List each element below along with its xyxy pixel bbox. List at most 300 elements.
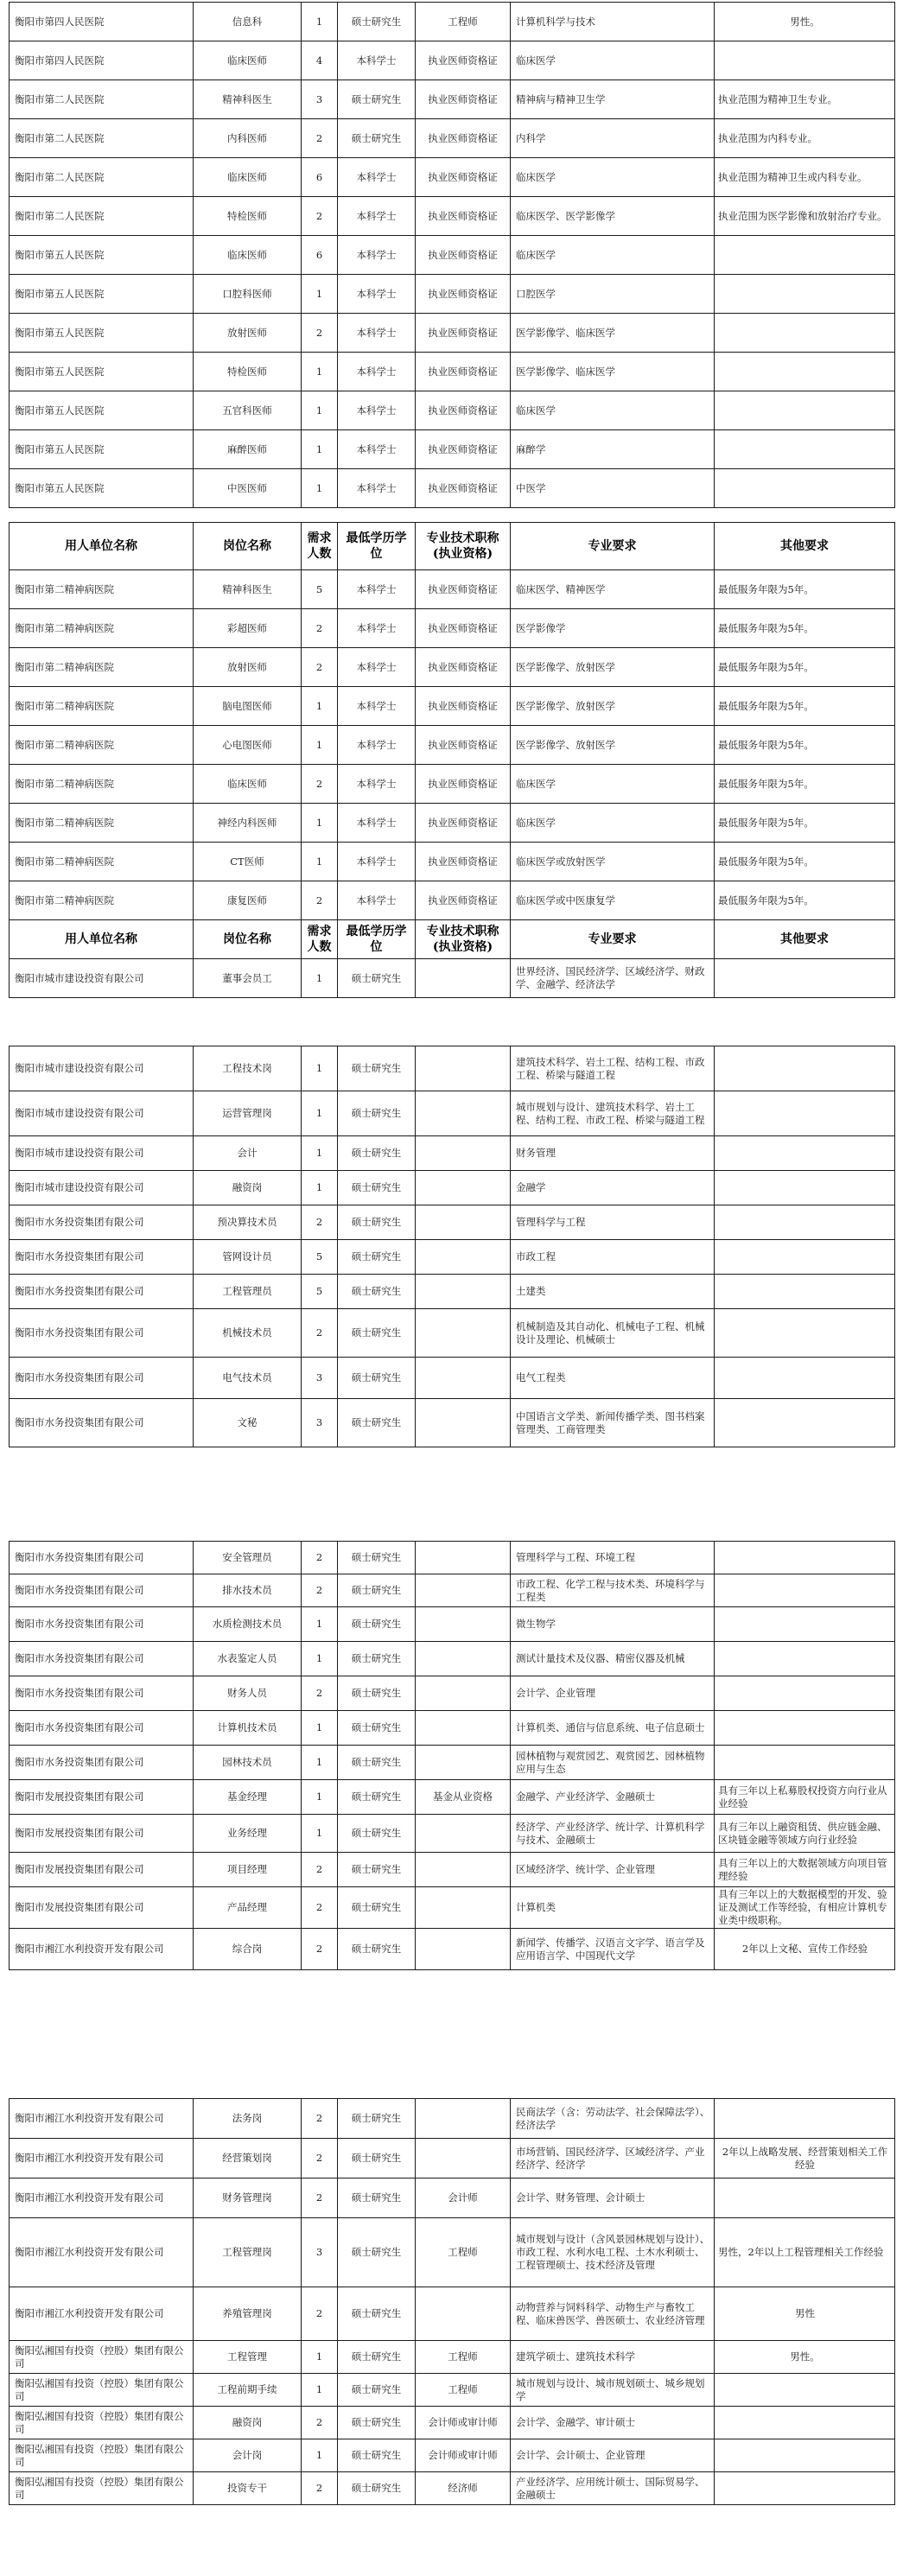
other-cell — [715, 1091, 895, 1136]
degree-cell: 本科学士 — [338, 314, 416, 353]
count-cell: 6 — [302, 158, 338, 197]
table-row — [10, 1815, 895, 1853]
table-row — [10, 1240, 895, 1275]
count-cell: 2 — [302, 1574, 338, 1607]
unit-cell: 衡阳市水务投资集团有限公司 — [10, 1607, 194, 1642]
title-cell: 执业医师资格证 — [416, 80, 511, 119]
unit-cell: 衡阳市水务投资集团有限公司 — [10, 1240, 194, 1275]
degree-cell: 本科学士 — [338, 391, 416, 430]
unit-cell: 衡阳市水务投资集团有限公司 — [10, 1309, 194, 1358]
table-row — [10, 1711, 895, 1746]
table-row — [10, 843, 895, 881]
post-cell: 信息科 — [194, 3, 302, 41]
post-cell: 安全管理员 — [194, 1542, 302, 1574]
post-cell: 工程管理岗 — [194, 2218, 302, 2287]
unit-cell: 衡阳弘湘国有投资（控股）集团有限公司 — [10, 2472, 194, 2505]
other-cell — [715, 1642, 895, 1676]
count-cell: 2 — [302, 2472, 338, 2505]
unit-cell: 衡阳市城市建设投资有限公司 — [10, 1171, 194, 1205]
degree-cell: 硕士研究生 — [338, 1091, 416, 1136]
unit-cell: 衡阳市第二精神病医院 — [10, 726, 194, 765]
unit-cell: 衡阳市第二精神病医院 — [10, 765, 194, 804]
count-cell: 2 — [302, 648, 338, 687]
degree-cell: 硕士研究生 — [338, 1171, 416, 1205]
major-cell: 计算机类、通信与信息系统、电子信息硕士 — [511, 1711, 715, 1746]
table-row — [10, 1780, 895, 1815]
table-row — [10, 1607, 895, 1642]
column-header-title: 专业技术职称(执业资格) — [416, 523, 511, 570]
title-cell: 会计师或审计师 — [416, 2407, 511, 2439]
title-cell: 执业医师资格证 — [416, 804, 511, 843]
other-cell — [715, 2439, 895, 2472]
post-cell: 项目经理 — [194, 1853, 302, 1887]
other-cell: 最低服务年限为5年。 — [715, 570, 895, 609]
major-cell: 市场营销、国民经济学、区域经济学、产业经济学、经济学 — [511, 2139, 715, 2178]
post-cell: 机械技术员 — [194, 1309, 302, 1358]
other-cell — [715, 2178, 895, 2218]
major-cell: 园林植物与观赏园艺、观赏园艺、园林植物应用与生态 — [511, 1746, 715, 1780]
column-header-count: 需求人数 — [302, 523, 338, 570]
count-cell: 1 — [302, 843, 338, 881]
count-cell: 3 — [302, 2218, 338, 2287]
table-row — [10, 648, 895, 687]
count-cell: 2 — [302, 1853, 338, 1887]
column-header-major: 专业要求 — [511, 920, 715, 959]
title-cell: 执业医师资格证 — [416, 275, 511, 314]
post-cell: 财务管理岗 — [194, 2178, 302, 2218]
title-cell — [416, 1815, 511, 1853]
degree-cell: 本科学士 — [338, 158, 416, 197]
other-cell: 具有三年以上融资租赁、供应链金融、区块链金融等领域方向行业经验 — [715, 1815, 895, 1853]
count-cell: 1 — [302, 1746, 338, 1780]
post-cell: 融资岗 — [194, 1171, 302, 1205]
unit-cell: 衡阳市水务投资集团有限公司 — [10, 1399, 194, 1447]
other-cell: 最低服务年限为5年。 — [715, 843, 895, 881]
title-cell: 执业医师资格证 — [416, 687, 511, 726]
title-cell — [416, 1574, 511, 1607]
other-cell — [715, 2099, 895, 2139]
degree-cell: 本科学士 — [338, 353, 416, 391]
major-cell: 建筑学硕士、建筑技术科学 — [511, 2341, 715, 2374]
post-cell: 麻醉医师 — [194, 430, 302, 469]
major-cell: 产业经济学、应用统计硕士、国际贸易学、金融硕士 — [511, 2472, 715, 2505]
title-cell: 工程师 — [416, 2341, 511, 2374]
major-cell: 城市规划与设计（含风景园林规划与设计）、市政工程、水利水电工程、土木水利硕士、工程管理硕士、技术经济及管理 — [511, 2218, 715, 2287]
other-cell: 具有三年以上的大数据模型的开发、验证及测试工作等经验，有相应计算机专业类中级职称。 — [715, 1887, 895, 1929]
post-cell: 特检医师 — [194, 353, 302, 391]
degree-cell: 本科学士 — [338, 843, 416, 881]
post-cell: CT医师 — [194, 843, 302, 881]
post-cell: 工程管理员 — [194, 1275, 302, 1309]
title-cell: 执业医师资格证 — [416, 430, 511, 469]
post-cell: 五官科医师 — [194, 391, 302, 430]
count-cell: 5 — [302, 1275, 338, 1309]
count-cell: 2 — [302, 2407, 338, 2439]
unit-cell: 衡阳市水务投资集团有限公司 — [10, 1542, 194, 1574]
post-cell: 董事会员工 — [194, 959, 302, 998]
major-cell: 临床医学或放射医学 — [511, 843, 715, 881]
count-cell: 1 — [302, 1815, 338, 1853]
title-cell: 执业医师资格证 — [416, 158, 511, 197]
count-cell: 2 — [302, 2099, 338, 2139]
degree-cell: 硕士研究生 — [338, 1542, 416, 1574]
other-cell: 最低服务年限为5年。 — [715, 648, 895, 687]
count-cell: 1 — [302, 1046, 338, 1091]
table-row — [10, 314, 895, 353]
count-cell: 1 — [302, 1642, 338, 1676]
unit-cell: 衡阳市第二人民医院 — [10, 197, 194, 236]
other-cell — [715, 1275, 895, 1309]
degree-cell: 本科学士 — [338, 469, 416, 508]
count-cell: 2 — [302, 765, 338, 804]
unit-cell: 衡阳市第二精神病医院 — [10, 609, 194, 648]
major-cell: 医学影像学 — [511, 609, 715, 648]
major-cell: 临床医学 — [511, 158, 715, 197]
degree-cell: 本科学士 — [338, 881, 416, 920]
other-cell: 男性，2年以上工程管理相关工作经验 — [715, 2218, 895, 2287]
degree-cell: 本科学士 — [338, 236, 416, 275]
unit-cell: 衡阳市第五人民医院 — [10, 430, 194, 469]
count-cell: 1 — [302, 391, 338, 430]
column-header-unit: 用人单位名称 — [10, 523, 194, 570]
major-cell: 民商法学（含：劳动法学、社会保障法学）、经济法学 — [511, 2099, 715, 2139]
other-cell — [715, 1171, 895, 1205]
unit-cell: 衡阳市第五人民医院 — [10, 236, 194, 275]
table-row — [10, 2099, 895, 2139]
other-cell — [715, 1358, 895, 1399]
title-cell — [416, 1642, 511, 1676]
degree-cell: 本科学士 — [338, 41, 416, 80]
post-cell: 工程管理 — [194, 2341, 302, 2374]
major-cell: 内科学 — [511, 119, 715, 158]
unit-cell: 衡阳市第四人民医院 — [10, 41, 194, 80]
table-row — [10, 804, 895, 843]
other-cell: 最低服务年限为5年。 — [715, 687, 895, 726]
other-cell — [715, 314, 895, 353]
table-row — [10, 726, 895, 765]
other-cell — [715, 236, 895, 275]
unit-cell: 衡阳市城市建设投资有限公司 — [10, 1046, 194, 1091]
degree-cell: 硕士研究生 — [338, 1358, 416, 1399]
major-cell: 临床医学 — [511, 765, 715, 804]
major-cell: 临床医学或中医康复学 — [511, 881, 715, 920]
degree-cell: 硕士研究生 — [338, 1275, 416, 1309]
column-header-degree: 最低学历学位 — [338, 920, 416, 959]
count-cell: 6 — [302, 236, 338, 275]
title-cell — [416, 1853, 511, 1887]
other-cell — [715, 959, 895, 998]
unit-cell: 衡阳市第二精神病医院 — [10, 881, 194, 920]
table-row — [10, 881, 895, 920]
count-cell: 3 — [302, 80, 338, 119]
count-cell: 1 — [302, 2439, 338, 2472]
other-cell: 执业范围为内科专业。 — [715, 119, 895, 158]
other-cell: 具有三年以上的大数据领域方向项目管理经验 — [715, 1853, 895, 1887]
job-table — [9, 1046, 895, 1447]
post-cell: 文秘 — [194, 1399, 302, 1447]
unit-cell: 衡阳市城市建设投资有限公司 — [10, 1136, 194, 1171]
unit-cell: 衡阳市第五人民医院 — [10, 275, 194, 314]
degree-cell: 硕士研究生 — [338, 2287, 416, 2341]
count-cell: 1 — [302, 1091, 338, 1136]
table-row — [10, 1171, 895, 1205]
unit-cell: 衡阳市第五人民医院 — [10, 469, 194, 508]
major-cell: 管理科学与工程、环境工程 — [511, 1542, 715, 1574]
column-header-post: 岗位名称 — [194, 920, 302, 959]
degree-cell: 本科学士 — [338, 804, 416, 843]
unit-cell: 衡阳市发展投资集团有限公司 — [10, 1815, 194, 1853]
post-cell: 业务经理 — [194, 1815, 302, 1853]
other-cell: 2年以上战略发展、经营策划相关工作经验 — [715, 2139, 895, 2178]
count-cell: 3 — [302, 1399, 338, 1447]
major-cell: 新闻学、传播学、汉语言文字学、语言学及应用语言学、中国现代文学 — [511, 1929, 715, 1970]
count-cell: 2 — [302, 197, 338, 236]
major-cell: 会计学、财务管理、会计硕士 — [511, 2178, 715, 2218]
count-cell: 2 — [302, 1929, 338, 1970]
count-cell: 1 — [302, 1780, 338, 1815]
other-cell: 执业范围为精神卫生专业。 — [715, 80, 895, 119]
title-cell — [416, 2099, 511, 2139]
count-cell: 1 — [302, 1711, 338, 1746]
post-cell: 内科医师 — [194, 119, 302, 158]
degree-cell: 本科学士 — [338, 570, 416, 609]
title-cell: 工程师 — [416, 3, 511, 41]
column-header-major: 专业要求 — [511, 523, 715, 570]
post-cell: 综合岗 — [194, 1929, 302, 1970]
table-block-4 — [9, 1541, 894, 1970]
table-row — [10, 1574, 895, 1607]
table-row — [10, 1929, 895, 1970]
major-cell: 城市规划与设计、建筑技术科学、岩土工程、结构工程、市政工程、桥梁与隧道工程 — [511, 1091, 715, 1136]
major-cell: 市政工程 — [511, 1240, 715, 1275]
column-header-degree: 最低学历学位 — [338, 523, 416, 570]
major-cell: 管理科学与工程 — [511, 1205, 715, 1240]
unit-cell: 衡阳市水务投资集团有限公司 — [10, 1275, 194, 1309]
table-row — [10, 197, 895, 236]
unit-cell: 衡阳市水务投资集团有限公司 — [10, 1711, 194, 1746]
other-cell — [715, 353, 895, 391]
other-cell: 最低服务年限为5年。 — [715, 609, 895, 648]
count-cell: 1 — [302, 3, 338, 41]
title-cell — [416, 1046, 511, 1091]
column-header-unit: 用人单位名称 — [10, 920, 194, 959]
major-cell: 计算机科学与技术 — [511, 3, 715, 41]
post-cell: 放射医师 — [194, 648, 302, 687]
major-cell: 金融学 — [511, 1171, 715, 1205]
major-cell: 城市规划与设计、城市规划硕士、城乡规划学 — [511, 2374, 715, 2407]
degree-cell: 硕士研究生 — [338, 1240, 416, 1275]
table-row — [10, 765, 895, 804]
unit-cell: 衡阳市第四人民医院 — [10, 3, 194, 41]
title-cell: 会计师 — [416, 2178, 511, 2218]
post-cell: 水质检测技术员 — [194, 1607, 302, 1642]
major-cell: 临床医学 — [511, 41, 715, 80]
table-row — [10, 2374, 895, 2407]
post-cell: 融资岗 — [194, 2407, 302, 2439]
table-row — [10, 2178, 895, 2218]
unit-cell: 衡阳弘湘国有投资（控股）集团有限公司 — [10, 2374, 194, 2407]
job-table — [9, 2098, 895, 2505]
degree-cell: 硕士研究生 — [338, 3, 416, 41]
column-header-title: 专业技术职称(执业资格) — [416, 920, 511, 959]
table-row — [10, 1309, 895, 1358]
other-cell — [715, 391, 895, 430]
post-cell: 会计 — [194, 1136, 302, 1171]
major-cell: 麻醉学 — [511, 430, 715, 469]
title-cell — [416, 1358, 511, 1399]
degree-cell: 硕士研究生 — [338, 1780, 416, 1815]
other-cell — [715, 1136, 895, 1171]
post-cell: 计算机技术员 — [194, 1711, 302, 1746]
title-cell — [416, 1542, 511, 1574]
title-cell: 工程师 — [416, 2218, 511, 2287]
unit-cell: 衡阳市第二人民医院 — [10, 80, 194, 119]
other-cell — [715, 41, 895, 80]
count-cell: 5 — [302, 570, 338, 609]
major-cell: 会计学、企业管理 — [511, 1676, 715, 1711]
table-row — [10, 119, 895, 158]
unit-cell: 衡阳市第五人民医院 — [10, 391, 194, 430]
table-header-row — [10, 523, 895, 570]
post-cell: 养殖管理岗 — [194, 2287, 302, 2341]
major-cell: 微生物学 — [511, 1607, 715, 1642]
major-cell: 临床医学 — [511, 804, 715, 843]
major-cell: 市政工程、化学工程与技术类、环境科学与工程类 — [511, 1574, 715, 1607]
count-cell: 1 — [302, 1136, 338, 1171]
title-cell: 执业医师资格证 — [416, 765, 511, 804]
table-block-1 — [9, 2, 894, 508]
unit-cell: 衡阳市第二人民医院 — [10, 119, 194, 158]
table-row — [10, 570, 895, 609]
table-row — [10, 1046, 895, 1091]
post-cell: 放射医师 — [194, 314, 302, 353]
major-cell: 临床医学、精神医学 — [511, 570, 715, 609]
degree-cell: 硕士研究生 — [338, 1711, 416, 1746]
title-cell — [416, 1171, 511, 1205]
major-cell: 精神病与精神卫生学 — [511, 80, 715, 119]
count-cell: 2 — [302, 1309, 338, 1358]
table-header-row — [10, 920, 895, 959]
other-cell: 执业范围为医学影像和放射治疗专业。 — [715, 197, 895, 236]
post-cell: 会计岗 — [194, 2439, 302, 2472]
title-cell — [416, 1929, 511, 1970]
table-row — [10, 2341, 895, 2374]
table-block-2 — [9, 522, 894, 998]
post-cell: 投资专干 — [194, 2472, 302, 2505]
title-cell — [416, 2287, 511, 2341]
count-cell: 1 — [302, 2341, 338, 2374]
table-row — [10, 469, 895, 508]
major-cell: 机械制造及其自动化、机械电子工程、机械设计及理论、机械硕士 — [511, 1309, 715, 1358]
table-row — [10, 1676, 895, 1711]
post-cell: 神经内科医师 — [194, 804, 302, 843]
major-cell: 区域经济学、统计学、企业管理 — [511, 1853, 715, 1887]
post-cell: 经营策划岗 — [194, 2139, 302, 2178]
table-row — [10, 2407, 895, 2439]
post-cell: 基金经理 — [194, 1780, 302, 1815]
post-cell: 脑电图医师 — [194, 687, 302, 726]
title-cell: 执业医师资格证 — [416, 648, 511, 687]
major-cell: 口腔医学 — [511, 275, 715, 314]
unit-cell: 衡阳市水务投资集团有限公司 — [10, 1642, 194, 1676]
unit-cell: 衡阳市水务投资集团有限公司 — [10, 1574, 194, 1607]
degree-cell: 硕士研究生 — [338, 959, 416, 998]
degree-cell: 本科学士 — [338, 765, 416, 804]
major-cell: 经济学、产业经济学、统计学、计算机科学与技术、金融硕士 — [511, 1815, 715, 1853]
title-cell — [416, 1887, 511, 1929]
other-cell — [715, 469, 895, 508]
table-row — [10, 236, 895, 275]
post-cell: 彩超医师 — [194, 609, 302, 648]
degree-cell: 硕士研究生 — [338, 2218, 416, 2287]
count-cell: 1 — [302, 469, 338, 508]
major-cell: 会计学、会计硕士、企业管理 — [511, 2439, 715, 2472]
table-row — [10, 2287, 895, 2341]
job-table — [9, 1541, 895, 1970]
post-cell: 临床医师 — [194, 158, 302, 197]
title-cell: 会计师或审计师 — [416, 2439, 511, 2472]
degree-cell: 硕士研究生 — [338, 80, 416, 119]
count-cell: 2 — [302, 1205, 338, 1240]
unit-cell: 衡阳市第五人民医院 — [10, 314, 194, 353]
major-cell: 土建类 — [511, 1275, 715, 1309]
major-cell: 医学影像学、放射医学 — [511, 648, 715, 687]
unit-cell: 衡阳市第二精神病医院 — [10, 804, 194, 843]
title-cell — [416, 2139, 511, 2178]
unit-cell: 衡阳市第二精神病医院 — [10, 687, 194, 726]
table-row — [10, 80, 895, 119]
post-cell: 临床医师 — [194, 236, 302, 275]
count-cell: 5 — [302, 1240, 338, 1275]
post-cell: 中医医师 — [194, 469, 302, 508]
title-cell: 经济师 — [416, 2472, 511, 2505]
degree-cell: 本科学士 — [338, 687, 416, 726]
unit-cell: 衡阳市城市建设投资有限公司 — [10, 1091, 194, 1136]
unit-cell: 衡阳市水务投资集团有限公司 — [10, 1205, 194, 1240]
post-cell: 管网设计员 — [194, 1240, 302, 1275]
degree-cell: 硕士研究生 — [338, 1746, 416, 1780]
major-cell: 医学影像学、临床医学 — [511, 353, 715, 391]
count-cell: 2 — [302, 2287, 338, 2341]
post-cell: 财务人员 — [194, 1676, 302, 1711]
title-cell: 执业医师资格证 — [416, 469, 511, 508]
major-cell: 临床医学 — [511, 236, 715, 275]
column-header-post: 岗位名称 — [194, 523, 302, 570]
count-cell: 3 — [302, 1358, 338, 1399]
post-cell: 工程前期手续 — [194, 2374, 302, 2407]
degree-cell: 硕士研究生 — [338, 2099, 416, 2139]
title-cell: 执业医师资格证 — [416, 570, 511, 609]
table-row — [10, 609, 895, 648]
unit-cell: 衡阳市第二精神病医院 — [10, 648, 194, 687]
table-row — [10, 2472, 895, 2505]
job-table — [9, 522, 895, 998]
other-cell — [715, 1240, 895, 1275]
title-cell: 执业医师资格证 — [416, 314, 511, 353]
table-row — [10, 2218, 895, 2287]
count-cell: 1 — [302, 687, 338, 726]
unit-cell: 衡阳市发展投资集团有限公司 — [10, 1780, 194, 1815]
other-cell — [715, 1309, 895, 1358]
post-cell: 水表鉴定人员 — [194, 1642, 302, 1676]
degree-cell: 硕士研究生 — [338, 2472, 416, 2505]
other-cell: 具有三年以上私募股权投资方向行业从业经验 — [715, 1780, 895, 1815]
title-cell: 执业医师资格证 — [416, 881, 511, 920]
degree-cell: 本科学士 — [338, 726, 416, 765]
count-cell: 1 — [302, 1171, 338, 1205]
other-cell — [715, 2407, 895, 2439]
unit-cell: 衡阳市第二人民医院 — [10, 158, 194, 197]
